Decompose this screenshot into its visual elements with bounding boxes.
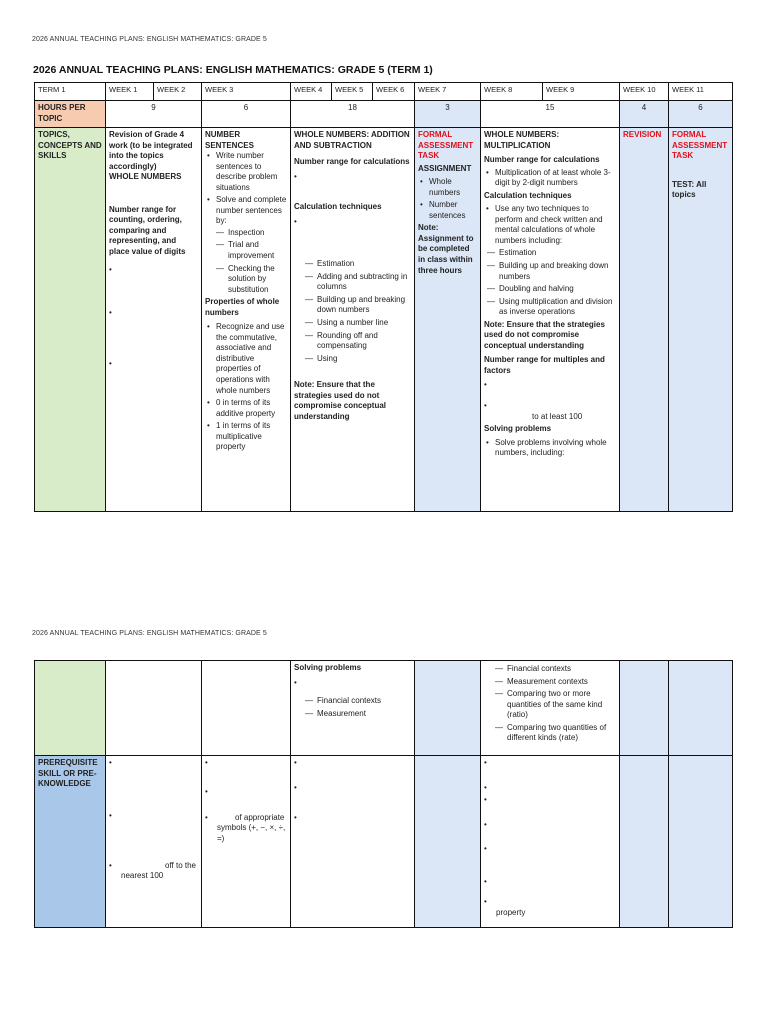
topics-label-continued (35, 661, 106, 756)
revision-intro: Revision of Grade 4 work (to be integrated into the topics accordingly) (109, 130, 193, 171)
page-title: 2026 ANNUAL TEACHING PLANS: ENGLISH MATHEMATICS: GRADE 5 (TERM 1) (33, 64, 433, 76)
formal-assessment-label: FORMAL ASSESSMENT TASK (418, 130, 474, 161)
prerequisite-weeks-1-2 (106, 756, 202, 928)
bullet: • (484, 795, 487, 805)
list-item: — Rounding off and compensating (305, 331, 411, 352)
list-item: • Number sentences (418, 200, 477, 221)
bullet: • (109, 308, 112, 318)
prerequisite-label: PREREQUISITE SKILL OR PRE-KNOWLEDGE (35, 756, 106, 928)
list-item (205, 195, 287, 295)
bullet: • (109, 861, 112, 871)
list-item: — Building up and breaking down numbers (487, 261, 616, 282)
prerequisite-week-7 (415, 756, 481, 928)
list-item: • Whole numbers (418, 177, 477, 198)
prerequisite-text (205, 813, 287, 845)
topics-week-3-continued (202, 661, 291, 756)
list-item (484, 204, 616, 246)
week4-header: WEEK 4 (291, 83, 332, 101)
list-item: • Write number sentences to describe problem situations (205, 151, 287, 193)
list-item: • Recognize and use the commutative, associative and distributive properties of operations with whole numbers (205, 322, 287, 396)
list-item: — Financial contexts (495, 664, 616, 675)
prerequisite-week-3 (202, 756, 291, 928)
topics-row (35, 128, 733, 512)
list-item: — Estimation (487, 248, 616, 259)
topics-week-11-continued (669, 661, 733, 756)
list-item: — Using a number line (305, 318, 411, 329)
bullet: • (484, 401, 487, 411)
week6-header: WEEK 6 (373, 83, 415, 101)
list-item: — Measurement contexts (495, 677, 616, 688)
number-sentences-heading: NUMBER SENTENCES (205, 130, 254, 150)
list-item: — Estimation (305, 259, 411, 270)
list-item: — Using (305, 354, 411, 365)
bullet: • (294, 677, 297, 687)
week1-header: WEEK 1 (106, 83, 154, 101)
list-item: • 0 in terms of its additive property (205, 398, 287, 419)
bullet: • (205, 813, 208, 823)
week3-dash-list (216, 228, 287, 295)
revision-label: REVISION (623, 130, 662, 139)
week11-header: WEEK 11 (669, 83, 733, 101)
list-item: • Solve problems involving whole numbers, including: (484, 438, 616, 459)
bullet: • (294, 171, 297, 181)
bullet: • (294, 758, 297, 767)
bullet: • (205, 786, 208, 796)
topics-label: TOPICS, CONCEPTS AND SKILLS (35, 128, 106, 512)
calculation-techniques-heading: Calculation techniques (294, 202, 382, 212)
term-cell: TERM 1 (35, 83, 106, 101)
topics-week-7-continued (415, 661, 481, 756)
list-item: — Comparing two or more quantities of the same kind (ratio) (495, 689, 616, 721)
teaching-plan-table-continued (34, 660, 733, 928)
week2-header: WEEK 2 (154, 83, 202, 101)
list-item: — Trial and improvement (216, 240, 287, 261)
prerequisite-text (109, 861, 198, 882)
addition-subtraction-heading: WHOLE NUMBERS: ADDITION AND SUBTRACTION (294, 130, 410, 150)
list-item: — Doubling and halving (487, 284, 616, 295)
prerequisite-text-value: off to the nearest 100 (121, 860, 196, 881)
hours-weeks-1-2: 9 (106, 101, 202, 128)
week3-header: WEEK 3 (202, 83, 291, 101)
hours-week-7: 3 (415, 101, 481, 128)
hours-week-3: 6 (202, 101, 291, 128)
bullet: • (484, 782, 487, 792)
list-item: — Measurement (305, 709, 411, 720)
list-item: — Building up and breaking down numbers (305, 295, 411, 316)
teaching-plan-table (34, 82, 733, 512)
contexts-list (294, 696, 411, 719)
bullet: • (109, 265, 112, 275)
topics-row-continued (35, 661, 733, 756)
number-range-text: Number range for calculations (294, 157, 410, 167)
multiples-heading: Number range for multiples and factors (484, 355, 605, 375)
bullet: • (294, 216, 297, 226)
prerequisite-weeks-8-9 (481, 756, 620, 928)
contexts-list (484, 664, 616, 744)
assignment-label: ASSIGNMENT (418, 163, 472, 173)
topics-weeks-1-2-continued (106, 661, 202, 756)
bullet: • (484, 758, 487, 767)
bullet: • (484, 844, 487, 854)
number-range-text: Number range for calculations (484, 155, 600, 165)
whole-numbers-heading: WHOLE NUMBERS (109, 172, 182, 182)
week5-header: WEEK 5 (332, 83, 373, 101)
properties-list (205, 322, 287, 453)
solving-problems-heading: Solving problems (484, 424, 552, 434)
techniques-list (484, 204, 616, 246)
multiples-range-text: to at least 100 (532, 411, 583, 421)
bullet: • (205, 758, 208, 767)
hours-label: HOURS PER TOPIC (35, 101, 106, 128)
week3-list (205, 151, 287, 295)
topics-week-7 (415, 128, 481, 512)
topics-week-3 (202, 128, 291, 512)
bullet: • (484, 819, 487, 829)
techniques-dash-list (484, 248, 616, 317)
topics-weeks-4-6 (291, 128, 415, 512)
week9-header: WEEK 9 (543, 83, 620, 101)
assignment-list (418, 177, 477, 221)
prerequisite-weeks-4-6 (291, 756, 415, 928)
list-item: • 1 in terms of its multiplicative property (205, 421, 287, 453)
topics-weeks-4-6-continued (291, 661, 415, 756)
bullet: • (294, 782, 297, 792)
bullet: • (109, 358, 112, 368)
topics-weeks-1-2 (106, 128, 202, 512)
number-range-text: Number range for counting, ordering, comparing and representing, and place value of digits (109, 204, 186, 256)
techniques-list (294, 259, 411, 364)
test-label: TEST: All topics (672, 179, 707, 200)
formal-assessment-label: FORMAL ASSESSMENT TASK (672, 130, 728, 161)
list-item: — Financial contexts (305, 696, 411, 707)
list-item: — Comparing two quantities of different kinds (rate) (495, 723, 616, 744)
hours-week-11: 6 (669, 101, 733, 128)
list-item: — Inspection (216, 228, 287, 239)
topics-week-10 (620, 128, 669, 512)
prerequisite-week-11 (669, 756, 733, 928)
assignment-note: Note: Assignment to be completed in class within three hours (418, 223, 474, 275)
hours-week-10: 4 (620, 101, 669, 128)
properties-heading: Properties of whole numbers (205, 297, 280, 317)
prerequisite-row (35, 756, 733, 928)
list-item-text: Use any two techniques to perform and check written and mental calculations of whole numbers including: (495, 204, 603, 245)
hours-weeks-4-6: 18 (291, 101, 415, 128)
topics-week-10-continued (620, 661, 669, 756)
strategy-note: Note: Ensure that the strategies used do not compromise conceptual understanding (484, 319, 605, 350)
bullet: • (484, 876, 487, 886)
list-item: — Using multiplication and division as inverse operations (487, 297, 616, 318)
bullet: • (109, 810, 112, 820)
topics-weeks-8-9 (481, 128, 620, 512)
week10-header: WEEK 10 (620, 83, 669, 101)
running-header-page-2: 2026 ANNUAL TEACHING PLANS: ENGLISH MATHEMATICS: GRADE 5 (32, 630, 267, 637)
list-item: • Multiplication of at least whole 3-digit by 2-digit numbers (484, 168, 616, 189)
solving-problems-heading: Solving problems (294, 663, 362, 672)
bullet: • (109, 758, 112, 767)
bullet: • (484, 380, 487, 390)
calculation-techniques-heading: Calculation techniques (484, 190, 572, 200)
hours-weeks-8-9: 15 (481, 101, 620, 128)
bullet: • (484, 897, 487, 907)
solving-list (484, 438, 616, 459)
list-item: — Checking the solution by substitution (216, 264, 287, 296)
topics-week-11 (669, 128, 733, 512)
prerequisite-text-value: of appropriate symbols (+, −, ×, ÷, =) (217, 812, 286, 843)
strategy-note: Note: Ensure that the strategies used do not compromise conceptual understanding (294, 380, 387, 421)
list-item: — Adding and subtracting in columns (305, 272, 411, 293)
prerequisite-week-10 (620, 756, 669, 928)
hours-row (35, 101, 733, 128)
topics-weeks-8-9-continued (481, 661, 620, 756)
week7-header: WEEK 7 (415, 83, 481, 101)
list-item-text: Solve and complete number sentences by: (216, 195, 287, 226)
running-header: 2026 ANNUAL TEACHING PLANS: ENGLISH MATHEMATICS: GRADE 5 (32, 36, 267, 43)
week8-header: WEEK 8 (481, 83, 543, 101)
prerequisite-text: property (496, 907, 526, 917)
range-list (484, 168, 616, 189)
multiplication-heading: WHOLE NUMBERS: MULTIPLICATION (484, 130, 560, 150)
bullet: • (294, 813, 297, 823)
header-row (35, 83, 733, 101)
